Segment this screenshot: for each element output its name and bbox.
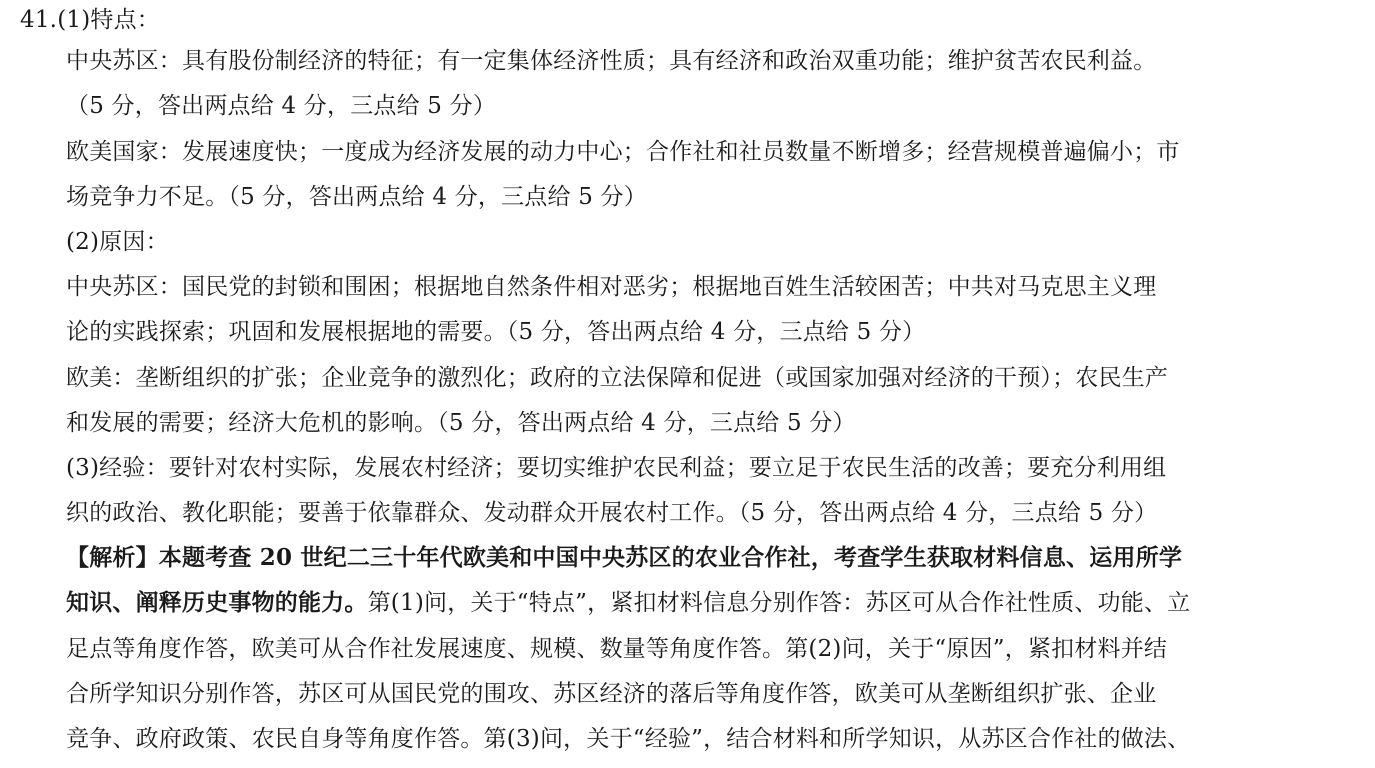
analysis-line5: 竞争、政府政策、农民自身等角度作答。第(3)问，关于“经验”，结合材料和所学知识，从苏区合作社的做法、 [66,726,1191,752]
analysis-line4: 合所学知识分别作答，苏区可从国民党的围攻、苏区经济的落后等角度作答，欧美可从垄断组织扩张、企业 [66,681,1157,707]
analysis-line2-bold: 知识、阐释历史事物的能力。 [66,589,368,616]
q2-suqu-line1: 中央苏区：国民党的封锁和围困；根据地自然条件相对恶劣；根据地百姓生活较困苦；中共对马克思主义理 [66,274,1157,300]
q2-oumei-line2: 和发展的需要；经济大危机的影响。（5 分，答出两点给 4 分，三点给 5 分） [66,410,856,436]
q2-label: (2)原因： [66,229,169,255]
question-header [20,5,160,35]
analysis-line1: 【解析】本题考查 20 世纪二三十年代欧美和中国中央苏区的农业合作社，考查学生获取材料信息、运用所学 [66,544,1183,571]
q1-oumei-line2: 场竞争力不足。（5 分，答出两点给 4 分，三点给 5 分） [66,184,647,210]
question-number: 41. [20,7,58,33]
q1-suqu-line1: 中央苏区：具有股份制经济的特征；有一定集体经济性质；具有经济和政治双重功能；维护贫苦农民利益。 [66,48,1157,74]
analysis-line2 [66,588,1190,618]
q3-line1: (3)经验：要针对农村实际，发展农村经济；要切实维护农民利益；要立足于农民生活的改善；要充分利用组 [66,455,1167,481]
q2-suqu-line2: 论的实践探索；巩固和发展根据地的需要。（5 分，答出两点给 4 分，三点给 5 分） [66,319,926,345]
q1-oumei-line1: 欧美国家：发展速度快；一度成为经济发展的动力中心；合作社和社员数量不断增多；经营规模普遍偏小；市 [66,139,1180,165]
q1-label: (1)特点： [57,7,160,33]
q1-suqu-line2: （5 分，答出两点给 4 分，三点给 5 分） [66,93,497,119]
q2-oumei-line1: 欧美：垄断组织的扩张；企业竞争的激烈化；政府的立法保障和促进（或国家加强对经济的干预）；农民生产 [66,365,1169,391]
analysis-line3: 足点等角度作答，欧美可从合作社发展速度、规模、数量等角度作答。第(2)问，关于“原因”，紧扣材料并结 [66,636,1168,662]
q3-line2: 织的政治、教化职能；要善于依靠群众、发动群众开展农村工作。（5 分，答出两点给 4 分，三点给 5 分） [66,500,1158,526]
analysis-line2-rest: 第(1)问，关于“特点”，紧扣材料信息分别作答：苏区可从合作社性质、功能、立 [367,590,1191,616]
